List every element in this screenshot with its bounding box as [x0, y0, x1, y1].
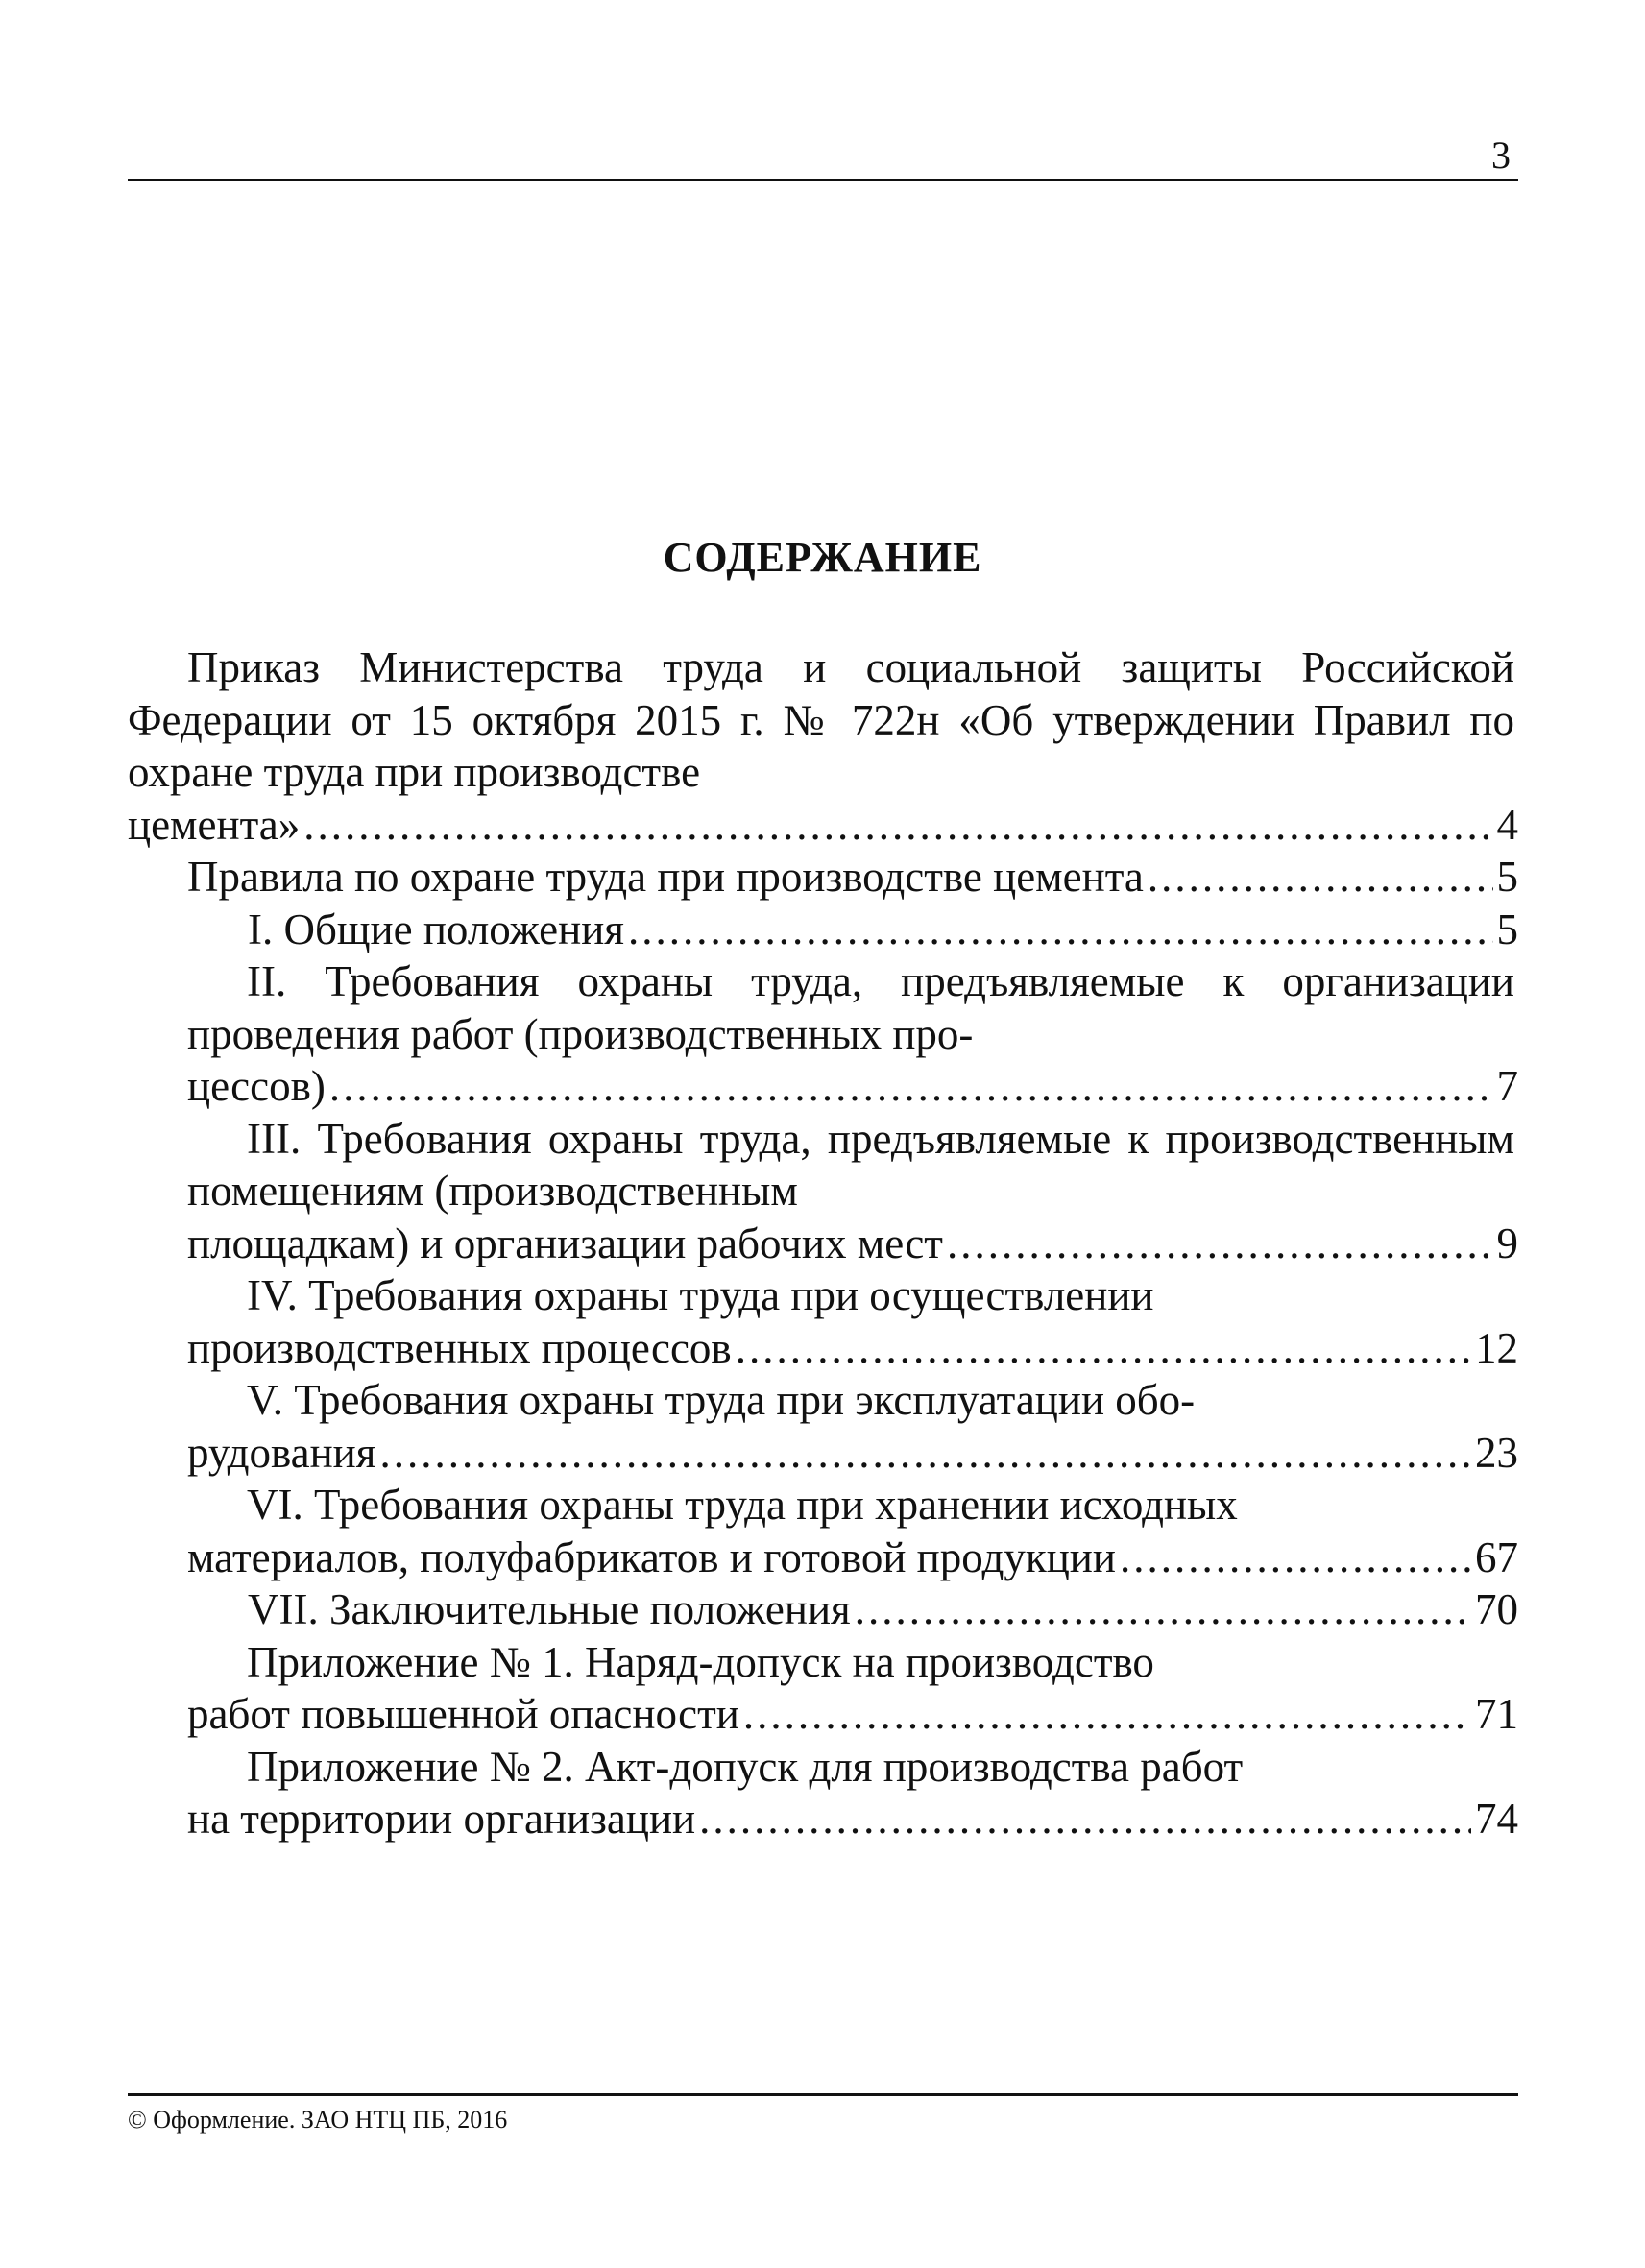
- toc-entry-line: [187, 851, 1518, 904]
- toc-entry-line: [187, 1427, 1518, 1480]
- toc-entry-section-1[interactable]: [128, 904, 1518, 956]
- toc-entry-section-2[interactable]: [128, 955, 1518, 1113]
- dot-leader: [736, 1322, 1471, 1375]
- toc-entry-order[interactable]: [128, 641, 1518, 851]
- toc-entry-text: Приложение № 2. Акт-допуск для производства работ: [247, 1742, 1244, 1791]
- toc-entry-appendix-1[interactable]: [128, 1636, 1518, 1741]
- toc-entry-last-text: работ повышенной опасности: [187, 1690, 739, 1738]
- toc-entry-line: [187, 1688, 1518, 1741]
- toc-entry-page: 12: [1475, 1323, 1518, 1372]
- toc-entry-section-5[interactable]: [128, 1374, 1518, 1479]
- dot-leader: [855, 1583, 1471, 1636]
- toc-entry-line: [187, 1532, 1518, 1584]
- dot-leader: [1120, 1532, 1471, 1584]
- toc-entry-last-text: цессов): [187, 1062, 326, 1110]
- toc-entry-page: 67: [1475, 1532, 1518, 1581]
- copyright-notice: © Оформление. ЗАО НТЦ ПБ, 2016: [128, 2106, 508, 2134]
- toc-entry-page: 5: [1496, 853, 1518, 901]
- dot-leader: [947, 1218, 1493, 1270]
- toc-entry-line: [248, 1583, 1518, 1636]
- toc-entry-last-text: I. Общие положения: [248, 905, 624, 953]
- toc-entry-last-text: цемента»: [128, 800, 301, 849]
- dot-leader: [699, 1793, 1471, 1846]
- toc-entry-last-text: материалов, полуфабрикатов и готовой продукции: [187, 1532, 1116, 1581]
- toc-entry-text: II. Требования охраны труда, предъявляемые к организации проведения работ (производственных про-: [187, 957, 1514, 1058]
- toc-entry-page: 7: [1496, 1062, 1518, 1110]
- toc-entry-line: [187, 1793, 1518, 1846]
- toc-entry-appendix-2[interactable]: [128, 1741, 1518, 1846]
- toc-entry-page: 71: [1475, 1690, 1518, 1738]
- toc-entry-page: 9: [1496, 1218, 1518, 1267]
- dot-leader: [379, 1427, 1471, 1480]
- toc-entry-page: 70: [1475, 1585, 1518, 1633]
- header-rule: [128, 179, 1518, 181]
- footer-rule: [128, 2093, 1518, 2096]
- toc-entry-text: III. Требования охраны труда, предъявляемые к производственным помещениям (производственным: [187, 1114, 1514, 1215]
- toc-entry-section-6[interactable]: [128, 1479, 1518, 1583]
- toc-entry-line: [128, 799, 1518, 852]
- toc-entry-last-text: VII. Заключительные положения: [248, 1585, 851, 1633]
- toc-entry-section-3[interactable]: [128, 1113, 1518, 1270]
- toc-entry-line: [187, 1322, 1518, 1375]
- toc-entry-line: [248, 904, 1518, 956]
- toc-entry-text: Приложение № 1. Наряд-допуск на производство: [247, 1637, 1154, 1686]
- dot-leader: [329, 1060, 1493, 1113]
- toc-entry-last-text: на территории организации: [187, 1795, 696, 1843]
- toc-entry-line: [187, 1060, 1518, 1113]
- toc-entry-page: 74: [1475, 1795, 1518, 1843]
- toc-title: СОДЕРЖАНИЕ: [663, 534, 982, 581]
- toc-entry-last-text: площадкам) и организации рабочих мест: [187, 1218, 943, 1267]
- toc-entry-last-text: рудования: [187, 1428, 376, 1477]
- toc-entry-text: VI. Требования охраны труда при хранении исходных: [247, 1481, 1238, 1529]
- toc-entry-page: 4: [1496, 800, 1518, 849]
- dot-leader: [743, 1688, 1471, 1741]
- page-header: [128, 134, 1518, 181]
- toc-entry-section-7[interactable]: [128, 1583, 1518, 1636]
- toc-entry-text: Приказ Министерства труда и социальной защиты Российской Федерации от 15 октября 2015 г. № 722н «Об утверждении Правил по охране труда при производстве: [128, 643, 1514, 796]
- toc-entry-section-4[interactable]: [128, 1269, 1518, 1374]
- dot-leader: [628, 904, 1493, 956]
- table-of-contents: [128, 641, 1518, 1846]
- dot-leader: [303, 799, 1492, 852]
- toc-entry-text: IV. Требования охраны труда при осуществлении: [247, 1271, 1154, 1319]
- toc-entry-page: 5: [1496, 905, 1518, 953]
- toc-entry-last-text: Правила по охране труда при производстве цемента: [187, 853, 1144, 901]
- dot-leader: [1148, 851, 1493, 904]
- toc-entry-rules[interactable]: [128, 851, 1518, 904]
- toc-entry-text: V. Требования охраны труда при эксплуатации обо-: [247, 1376, 1196, 1424]
- page-number: 3: [1491, 133, 1511, 177]
- toc-entry-page: 23: [1475, 1428, 1518, 1477]
- toc-entry-last-text: производственных процессов: [187, 1323, 732, 1372]
- toc-entry-line: [187, 1218, 1518, 1270]
